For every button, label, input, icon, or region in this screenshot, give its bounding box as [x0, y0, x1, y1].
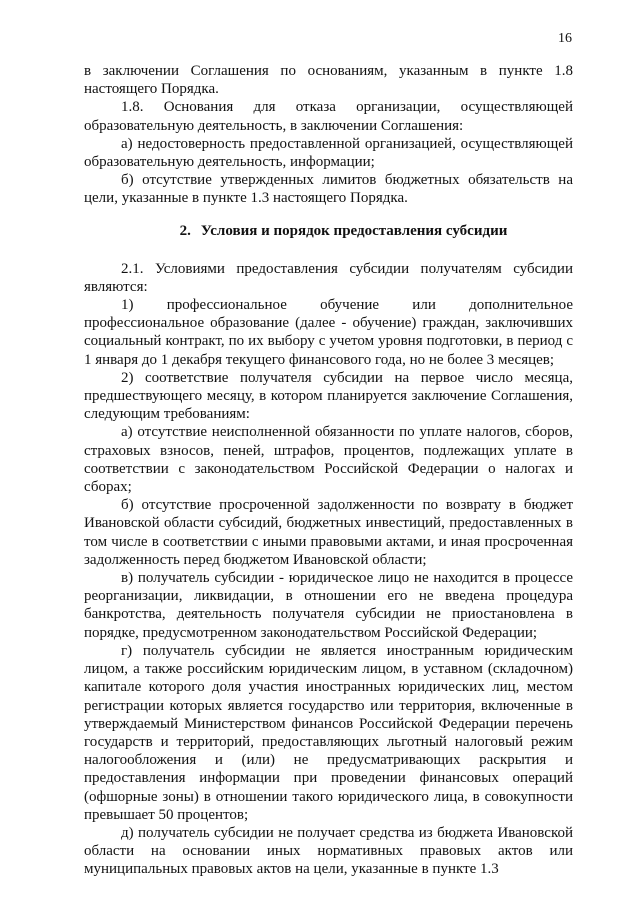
paragraph-condition-2: 2) соответствие получателя субсидии на первое число месяца, предшествующего месяцу, в котором планируется заключение Соглашения, следующим требованиям:: [84, 369, 573, 423]
paragraph-requirement-v: в) получатель субсидии - юридическое лицо не находится в процессе реорганизации, ликвидации, в отношении его не введена процедура банкротства, деятельность получателя субсидии не приостановлена в порядке, предусмотренном законодательством Российской Федерации;: [84, 570, 573, 641]
paragraph-continuation: в заключении Соглашения по основаниям, указанным в пункте 1.8 настоящего Порядка.: [84, 63, 573, 98]
section-number: 2.: [179, 222, 191, 239]
paragraph-1-8: 1.8. Основания для отказа организации, осуществляющей образовательную деятельность, в заключении Соглашения:: [84, 99, 573, 134]
paragraph-1-8-b: б) отсутствие утвержденных лимитов бюджетных обязательств на цели, указанные в пункте 1.3 настоящего Порядка.: [84, 172, 573, 207]
paragraph-2-1: 2.1. Условиями предоставления субсидии получателям субсидии являются:: [84, 260, 573, 295]
paragraph-requirement-b: б) отсутствие просроченной задолженности по возврату в бюджет Ивановской области субсидий, бюджетных инвестиций, предоставленных в том числе в соответствии с иными правовыми актами, и иная просроченная задолженность перед бюджетом Ивановской области;: [84, 497, 573, 568]
paragraph-requirement-g: г) получатель субсидии не является иностранным юридическим лицом, а также российским юридическим лицом, в уставном (складочном) капитале которого доля участия иностранных юридических лиц, местом регистрации которых является государство или территория, включенные в утверждаемый Министерством финансов Российской Федерации перечень государств и территорий, предоставляющих льготный налоговый режим налогообложения и (или) не предусматривающих раскрытия и предоставления информации при проведении финансовых операций (офшорные зоны) в отношении такого юридического лица, в совокупности превышает 50 процентов;: [84, 642, 573, 823]
section-title: Условия и порядок предоставления субсидии: [200, 222, 508, 239]
page-number: 16: [558, 31, 572, 46]
section-heading: [84, 222, 573, 240]
paragraph-1-8-a: а) недостоверность предоставленной организацией, осуществляющей образовательную деятельность, информации;: [84, 135, 573, 171]
paragraph-requirement-a: а) отсутствие неисполненной обязанности по уплате налогов, сборов, страховых взносов, пеней, штрафов, процентов, подлежащих уплате в соответствии с законодательством Российской Федерации о налогах и сборах;: [84, 424, 573, 496]
paragraph-requirement-d: д) получатель субсидии не получает средства из бюджета Ивановской области на основании иных нормативных правовых актов или муниципальных правовых актов на цели, указанные в пункте 1.3: [84, 824, 573, 878]
document-body: [84, 62, 573, 879]
paragraph-condition-1: 1) профессиональное обучение или дополнительное профессиональное образование (далее - обучение) граждан, заключивших социальный контракт, по их выбору с учетом уровня подготовки, в период с 1 января до 1 декабря текущего финансового года, но не более 3 месяцев;: [84, 297, 573, 368]
